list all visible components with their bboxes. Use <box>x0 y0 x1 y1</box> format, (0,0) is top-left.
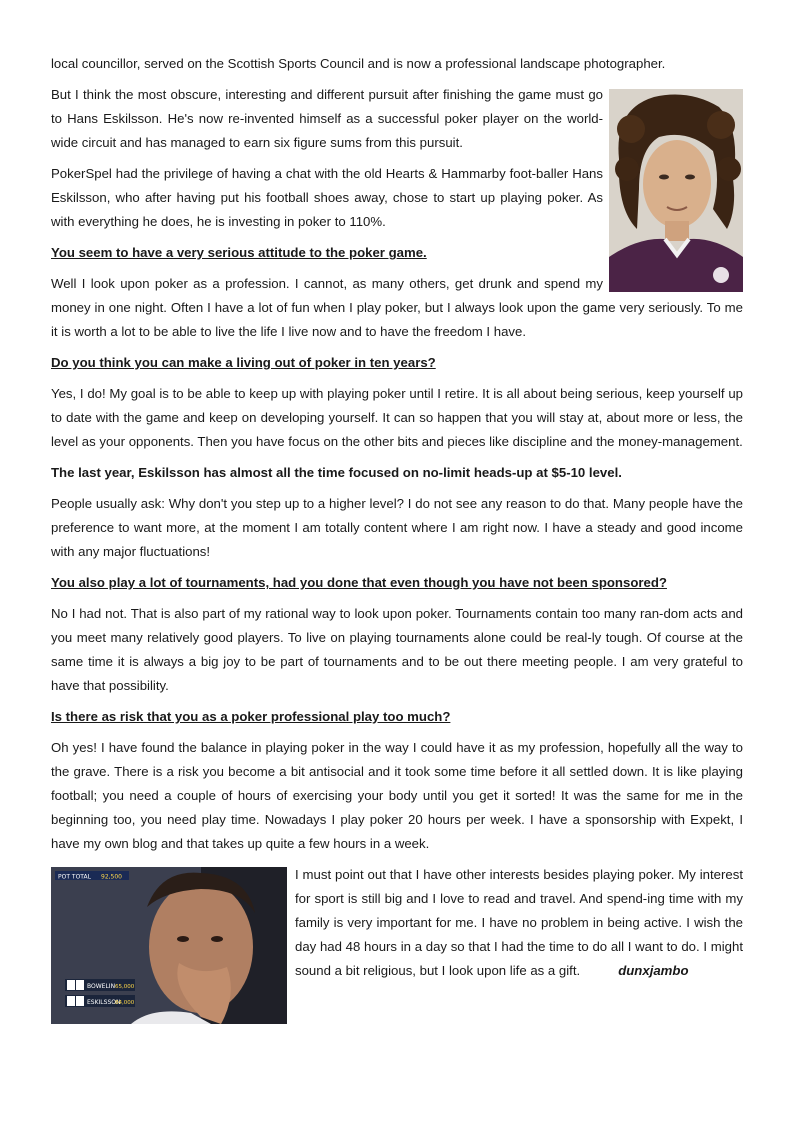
question-2: Do you think you can make a living out of poker in ten years? <box>51 355 436 370</box>
question-4: You also play a lot of tournaments, had you done that even though you have not been sponsored? <box>51 575 667 590</box>
portrait-photo <box>609 89 743 292</box>
answer-1: Well I look upon poker as a profession. I cannot, as many others, get drunk and spend my money in one night. Often I have a lot of fun when I play poker, but I always look upon the game very seriously. To me it is worth a lot to be able to live the life I live now and to have the freedom I have. <box>51 276 743 339</box>
article-page <box>51 52 743 1026</box>
player1-name: BOWELIN <box>87 983 116 990</box>
poker-illustration <box>51 867 287 1024</box>
lead-3: The last year, Eskilsson has almost all the time focused on no-limit heads-up at $5-10 level. <box>51 465 622 480</box>
answer-6-text: I must point out that I have other interests besides playing poker. My interest for sport is still big and I love to read and travel. And spend-ing time with my family is very important for me. I have no problem in being active. I wish the day had 48 hours in a day so that I had the time to do all I want to do. I might sound a bit religious, but I look upon life as a gift. <box>295 867 743 978</box>
player2-name: ESKILSSON <box>87 999 121 1006</box>
intro-tail: local councillor, served on the Scottish Sports Council and is now a professional landscape photographer. <box>51 56 666 71</box>
pot-label: POT TOTAL <box>58 873 91 881</box>
answer-4: No I had not. That is also part of my rational way to look upon poker. Tournaments contain too many ran-dom acts and you meet many relatively good players. To live on playing tournaments alone could be real-ly tough. Of course at the same time it is always a big joy to be part of tournaments and to be out there meeting people. I am very grateful to have that possibility. <box>51 606 743 693</box>
para-pokerspel: PokerSpel had the privilege of having a chat with the old Hearts & Hammarby foot-baller Hans Eskilsson, who after having put his football shoes away, chose to start up playing poker. As with everything he does, he is investing in poker to 110%. <box>51 166 603 229</box>
answer-3: People usually ask: Why don't you step up to a higher level? I do not see any reason to do that. Many people have the preference to want more, at the moment I am totally content where I am right now. I have a steady and good income with any major fluctuations! <box>51 496 743 559</box>
signature: dunxjambo <box>618 963 689 978</box>
answer-5: Oh yes! I have found the balance in playing poker in the way I could have it as my profession, hopefully all the way to the grave. There is a risk you become a bit antisocial and it took some time before it all settled down. It is like playing football; you need a couple of hours of exercising your body until you get it sorted! It was the same for me in the beginning too, you need play time. Nowadays I play poker 20 hours per week. I have a sponsorship with Expekt, I have my own blog and that takes up quite a few hours in a week. <box>51 740 743 851</box>
player1-stack: 65,000 <box>115 984 135 990</box>
pot-value: 92,500 <box>101 873 122 881</box>
portrait-illustration <box>609 89 743 292</box>
question-1: You seem to have a very serious attitude to the poker game. <box>51 245 427 260</box>
answer-2: Yes, I do! My goal is to be able to keep up with playing poker until I retire. It is all about being serious, keep yourself up to date with the game and keep on developing yourself. It can so happen that you will stay at, about more or less, the level as your opponents. Then you have focus on the other bits and pieces like discipline and the money-management. <box>51 386 743 449</box>
player2-stack: 84,000 <box>115 1000 135 1006</box>
para-pursuit: But I think the most obscure, interesting and different pursuit after finishing the game must go to Hans Eskilsson. He's now re-invented himself as a successful poker player on the world-wide circuit and has managed to earn six figure sums from this pursuit. <box>51 87 603 150</box>
question-5: Is there as risk that you as a poker professional play too much? <box>51 709 451 724</box>
poker-table-photo <box>51 867 287 1024</box>
